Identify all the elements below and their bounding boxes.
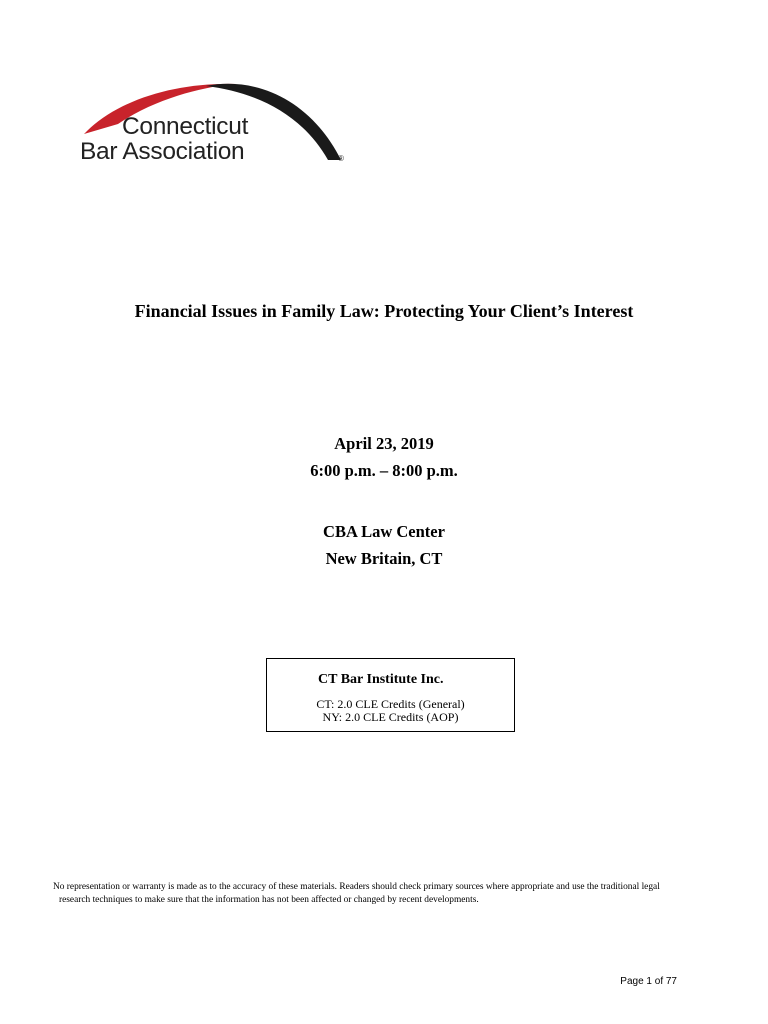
credit-ct: CT: 2.0 CLE Credits (General): [316, 697, 465, 711]
logo-line1: Connecticut: [122, 113, 249, 140]
event-date: April 23, 2019: [334, 434, 434, 453]
disclaimer: [53, 881, 723, 907]
credit-details: [267, 698, 514, 724]
logo-graphic: [56, 62, 370, 170]
logo-line2: Bar Association: [80, 138, 245, 165]
disclaimer-line1: No representation or warranty is made as to the accuracy of these materials. Readers should check primary sources where appropriate and use the traditional legal: [53, 882, 660, 892]
event-venue: CBA Law Center: [323, 522, 445, 541]
event-time: 6:00 p.m. – 8:00 p.m.: [310, 461, 458, 480]
logo-registered-mark: ®: [338, 154, 344, 163]
event-city: New Britain, CT: [325, 549, 443, 568]
credit-provider: CT Bar Institute Inc.: [318, 672, 444, 687]
credit-ny: NY: 2.0 CLE Credits (AOP): [322, 710, 459, 724]
page-number: Page 1 of 77: [620, 976, 677, 987]
disclaimer-line2: research techniques to make sure that the information has not been affected or changed by recent developments.: [59, 895, 479, 905]
document-title: Financial Issues in Family Law: Protecting Your Client’s Interest: [134, 301, 634, 321]
event-date-time: [0, 430, 768, 484]
connecticut-bar-association-logo: [56, 62, 370, 170]
event-location: [0, 518, 768, 572]
cle-credits-box: [266, 658, 515, 732]
